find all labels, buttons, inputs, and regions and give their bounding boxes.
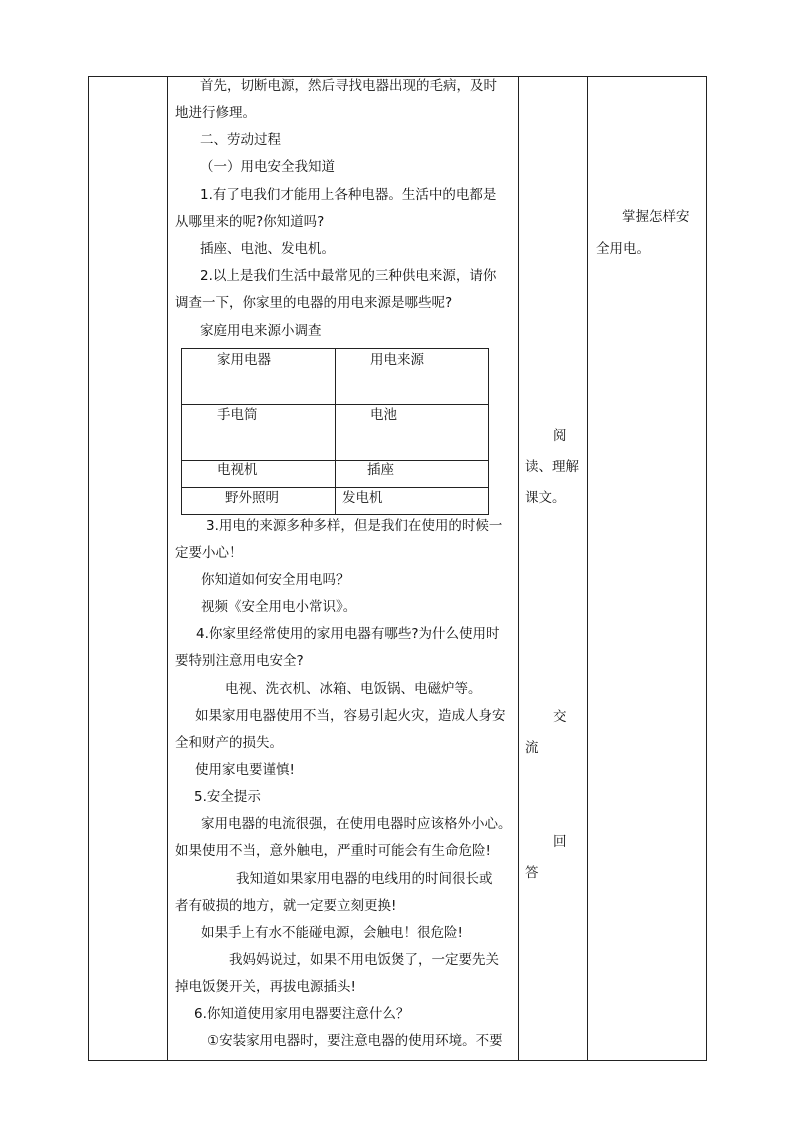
text-line: 使用家电要谨慎! [195,762,295,778]
survey-header-appliance: 家用电器 [217,352,271,368]
survey-table [181,348,489,515]
text-line: 掉电饭煲开关，再拔电源插头! [175,979,356,995]
column-divider [587,76,588,1061]
text-line: 要特别注意用电安全? [175,653,304,669]
goal-text: 全用电。 [596,241,650,257]
text-line: 5.安全提示 [194,789,261,805]
column-divider [167,76,168,1061]
text-line: 插座、电池、发电机。 [200,241,335,257]
section-heading: 二、劳动过程 [200,132,281,148]
survey-cell: 野外照明 [225,490,279,506]
activity-text: 交 [553,709,567,725]
text-line: 你知道如何安全用电吗？ [201,572,350,588]
text-line: 从哪里来的呢?你知道吗? [175,214,325,230]
text-line: 3.用电的来源多种多样，但是我们在使用的时候一 [206,518,503,534]
text-line: 全和财产的损失。 [175,735,283,751]
text-line: 电视、洗衣机、冰箱、电饭锅、电磁炉等。 [225,681,482,697]
text-line: 者有破损的地方，就一定要立刻更换! [175,898,397,914]
activity-text: 回 [553,834,567,850]
column-divider [518,76,519,1061]
text-line: 如果使用不当，意外触电，严重时可能会有生命危险! [175,843,491,859]
goal-text: 掌握怎样安 [622,209,690,225]
text-line: 4.你家里经常使用的家用电器有哪些?为什么使用时 [196,626,500,642]
text-line: 首先，切断电源，然后寻找电器出现的毛病，及时 [200,78,497,94]
text-line: 视频《安全用电小常识》。 [201,599,357,615]
subsection-heading: （一）用电安全我知道 [200,159,335,175]
survey-cell: 发电机 [342,490,383,506]
text-line: 我知道如果家用电器的电线用的时间很长或 [236,871,493,887]
survey-cell: 电池 [370,407,397,423]
activity-text: 流 [525,740,539,756]
activity-text: 阅 [553,428,567,444]
text-line: 定要小心！ [175,545,243,561]
text-line: 地进行修理。 [175,105,256,121]
text-line: 6.你知道使用家用电器要注意什么？ [194,1006,410,1022]
activity-text: 课文。 [525,490,566,506]
text-line: 1.有了电我们才能用上各种电器。生活中的电都是 [200,187,497,203]
text-line: 如果家用电器使用不当，容易引起火灾，造成人身安 [195,708,506,724]
text-line: 2.以上是我们生活中最常见的三种供电来源，请你 [200,268,497,284]
text-line: 调查一下，你家里的电器的用电来源是哪些呢? [175,295,453,311]
activity-text: 答 [525,865,539,881]
survey-cell: 手电筒 [217,407,258,423]
activity-text: 读、理解 [525,459,579,475]
text-line: 家用电器的电流很强，在使用电器时应该格外小心。 [201,816,512,832]
text-line: 如果手上有水不能碰电源，会触电！很危险! [201,925,463,941]
text-line: ①安装家用电器时，要注意电器的使用环境。不要 [207,1033,503,1049]
text-line: 我妈妈说过，如果不用电饭煲了，一定要先关 [229,952,499,968]
survey-header-source: 用电来源 [370,352,424,368]
survey-cell: 插座 [367,462,394,478]
table-caption: 家庭用电来源小调查 [200,323,322,339]
survey-cell: 电视机 [217,462,258,478]
